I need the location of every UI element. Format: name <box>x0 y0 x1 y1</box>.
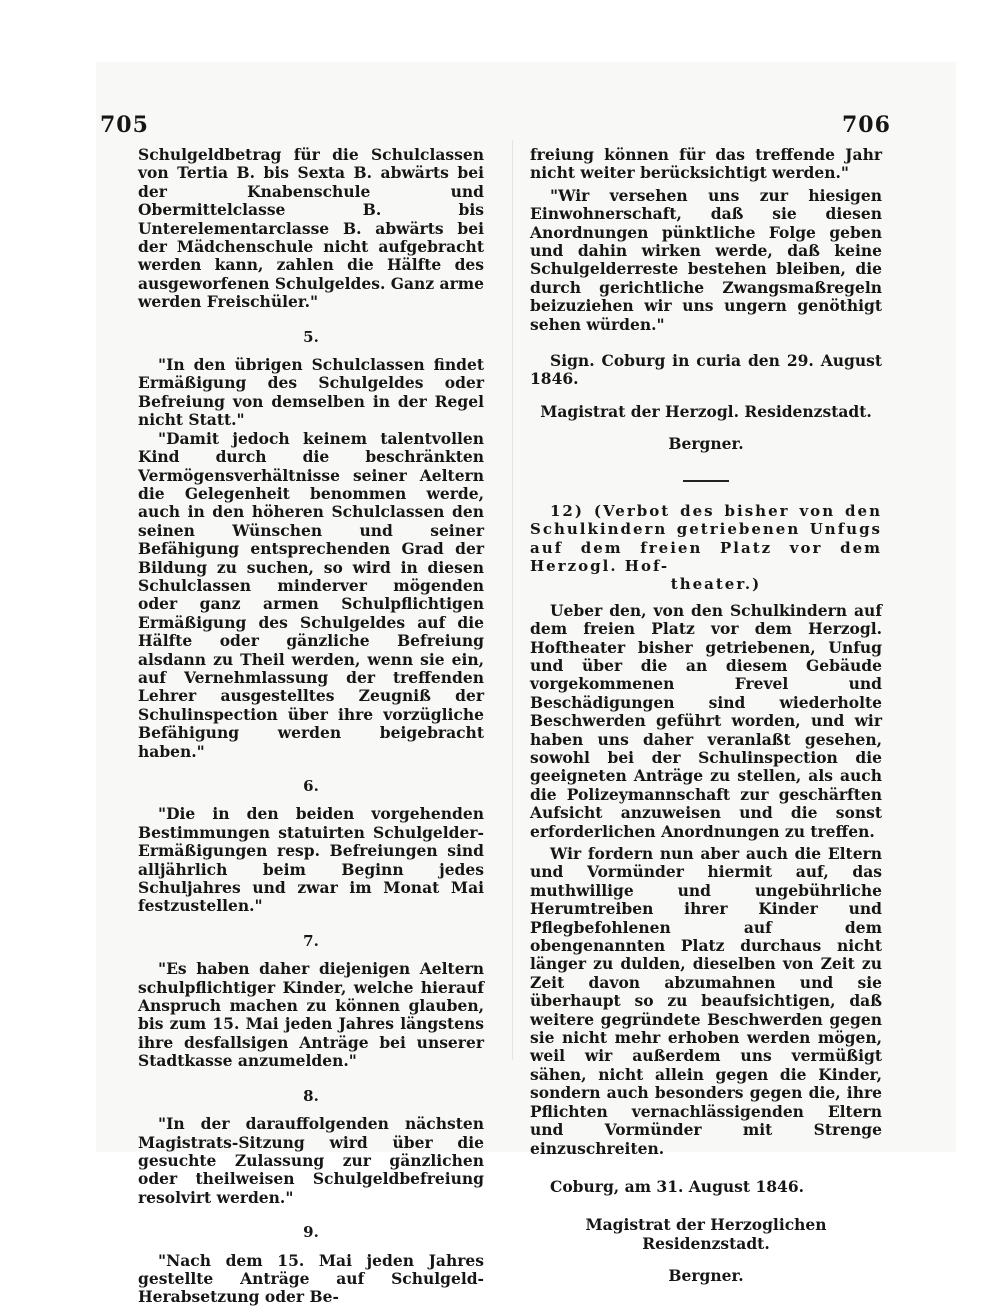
paragraph: Wir fordern nun aber auch die Eltern und Vormünder hiermit auf, das muthwillige und ungebührliche Herumtreiben ihrer Kinder und Pflegbefohlenen auf dem obengenannten Platz durchaus nicht länger zu dulden, dieselben von Zeit zu Zeit davon abzumahnen und sie überhaupt so zu beaufsichtigen, daß weitere gegründete Beschwerden gegen sie nicht mehr erhoben werden mögen, weil wir außerdem uns vermüßigt sähen, nicht allein gegen die Kinder, sondern auch besonders gegen die, ihre Pflichten vernachlässigenden Eltern und Vormünder mit Strenge einzuschreiten. <box>530 844 882 1158</box>
paragraph: "Die in den beiden vorgehenden Bestimmungen statuirten Schulgelder-Ermäßigungen resp. Befreiungen sind alljährlich beim Beginn jedes Schuljahres und zwar im Monat Mai festzustellen." <box>138 804 484 916</box>
right-column <box>530 146 882 1286</box>
signature-line: Sign. Coburg in curia den 29. August 1846. <box>530 351 882 389</box>
section-number-5: 5. <box>303 327 319 346</box>
date-line: Coburg, am 31. August 1846. <box>550 1176 805 1196</box>
page-number-right: 706 <box>842 112 891 138</box>
paragraph: "Damit jedoch keinem talentvollen Kind durch die beschränkten Vermögensverhältnisse seiner Aeltern die Gelegenheit benommen werde, auch in den höheren Schulclassen den seinen Wünschen und seiner Befähigung entsprechenden Grad der Bildung zu suchen, so wird in diesen Schulclassen minderver mögenden oder ganz armen Schulpflichtigen Ermäßigung des Schulgeldes auf die Hälfte oder gänzliche Befreiung alsdann zu Theil werden, wenn sie ein, auf Vernehmlassung der treffenden Lehrer ausgestelltes Zeugniß der Schulinspection über ihre vorzügliche Befähigung werden beigebracht haben." <box>138 428 484 761</box>
paragraph: "In der darauffolgenden nächsten Magistrats-Sitzung wird über die gesuchte Zulassung zur gänzlichen oder theilweisen Schulgeldbefreiung resolvirt werden." <box>138 1114 484 1207</box>
section-number-8: 8. <box>303 1086 319 1105</box>
section-number-6: 6. <box>303 777 319 795</box>
paragraph: "Wir versehen uns zur hiesigen Einwohnerschaft, daß sie diesen Anordnungen pünktliche Folge geben und dahin wirken werde, daß keine Schulgelderreste bestehen bleiben, die durch gerichtliche Zwangsmaßregeln beizuziehen wir uns ungern genöthigt sehen würden." <box>530 185 882 334</box>
section-heading <box>530 502 882 594</box>
section-divider <box>683 480 729 482</box>
paragraph: "Es haben daher diejenigen Aeltern schulpflichtiger Kinder, welche hierauf Anspruch machen zu können glauben, bis zum 15. Mai jeden Jahres längstens ihre desfallsigen Anträge bei unserer Stadtkasse anzumelden." <box>138 959 484 1071</box>
paragraph: Ueber den, von den Schulkindern auf dem freien Platz vor dem Herzogl. Hoftheater bisher getriebenen, Unfug und über die an diesem Gebäude vorgekommenen Frevel und Beschädigungen sind wiederholte Beschwerden geführt worden, und wir haben uns daher veranlaßt gesehen, sowohl bei der Schulinspection die geeigneten Anträge zu stellen, als auch die Polizeymannschaft zur geschärften Aufsicht anzuweisen und die sonst erforderlichen Anordnungen zu treffen. <box>530 600 882 841</box>
paragraph: Schulgeldbetrag für die Schulclassen von Tertia B. bis Sexta B. abwärts bei der Knabenschule und Obermittelclasse B. bis Unterelementarclasse B. abwärts bei der Mädchenschule nicht aufgebracht werden kann, zahlen die Hälfte des ausgeworfenen Schulgeldes. Ganz arme werden Freischüler." <box>138 145 484 312</box>
page-number-left: 705 <box>100 112 149 138</box>
paragraph: "Nach dem 15. Mai jeden Jahres gestellte Anträge auf Schulgeld-Herabsetzung oder Be- <box>138 1250 484 1307</box>
section-number-7: 7. <box>303 931 319 950</box>
left-column <box>138 146 484 1307</box>
signer-name: Bergner. <box>668 434 744 454</box>
section-heading-end: theater.) <box>670 575 762 594</box>
paragraph: "In den übrigen Schulclassen findet Ermäßigung des Schulgeldes oder Befreiung von demselben in der Regel nicht Statt." <box>138 355 484 430</box>
page-gutter <box>512 140 513 1060</box>
section-number-9: 9. <box>303 1223 319 1242</box>
paragraph: freiung können für das treffende Jahr nicht weiter berücksichtigt werden." <box>530 145 882 183</box>
magistrat-line: Magistrat der Herzoglichen Residenzstadt. <box>585 1215 827 1253</box>
signer-name: Bergner. <box>668 1266 744 1286</box>
magistrat-line: Magistrat der Herzogl. Residenzstadt. <box>540 401 872 421</box>
section-heading-text: 12) (Verbot des bisher von den Schulkindern getriebenen Unfugs auf dem freien Platz vor dem Herzogl. Hof- <box>530 501 882 575</box>
